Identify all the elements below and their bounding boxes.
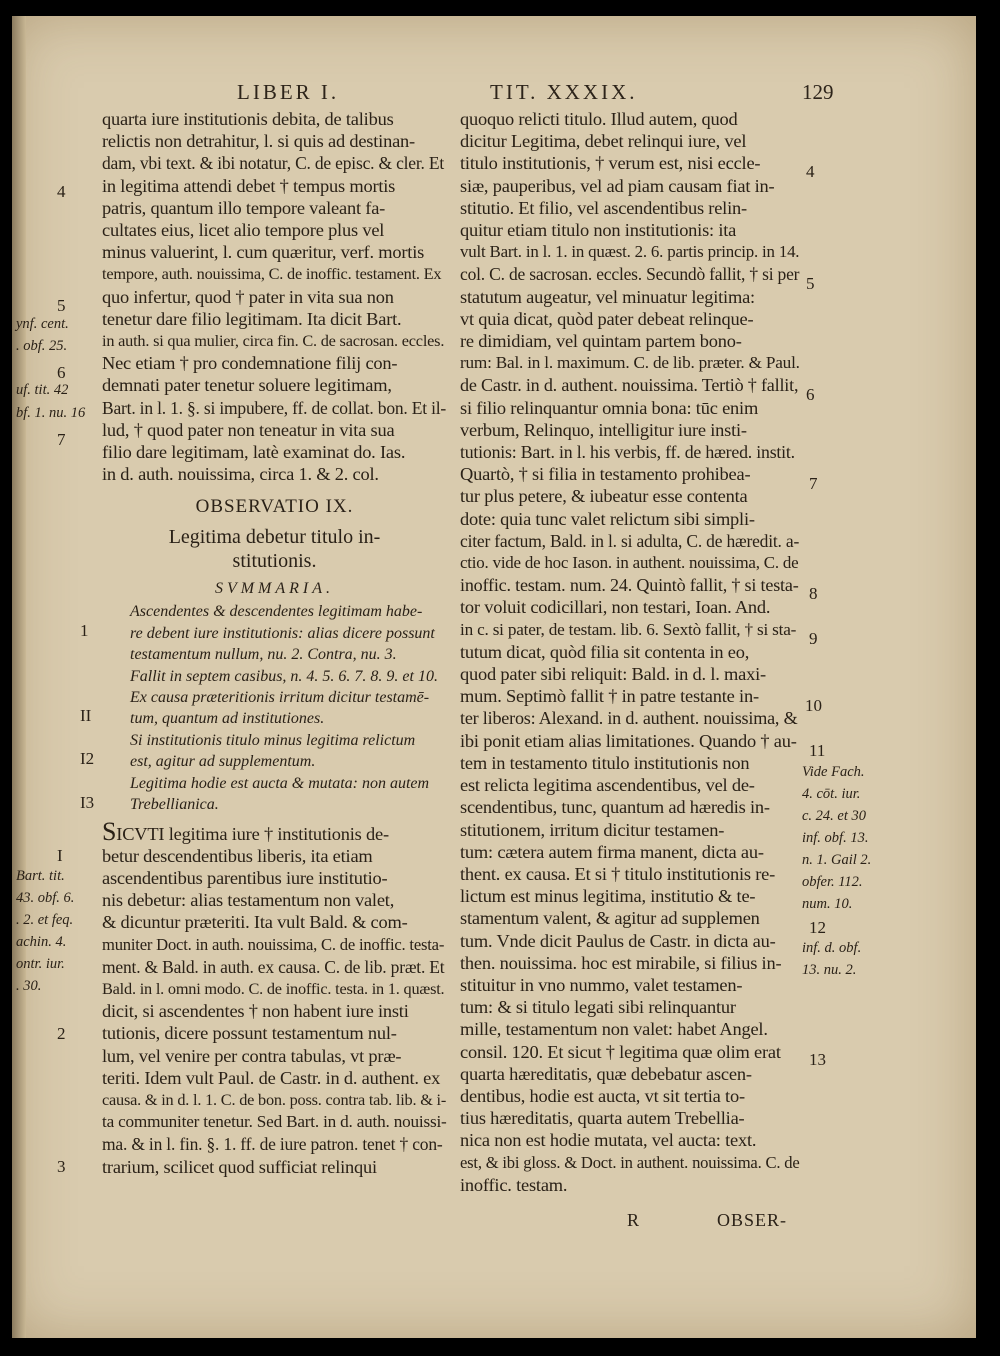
- body-line: betur descendentibus liberis, ita etiam: [102, 845, 373, 866]
- text-line: in legitima attendi debet † tempus mortis: [102, 175, 396, 196]
- margin-note: c. 24. et 30: [802, 808, 867, 824]
- text-line: vt quia dicat, quòd pater debeat relinque-: [460, 308, 754, 329]
- left-column: [102, 108, 447, 1178]
- summaria-heading: SVMMARIA.: [214, 580, 335, 598]
- summary-line: est, agitur ad supplementum.: [130, 753, 316, 771]
- margin-note: achin. 4.: [16, 934, 67, 950]
- text-line: quarta hæreditatis, quæ debebatur ascen-: [460, 1063, 752, 1084]
- text-line: citer factum, Bald. in l. si adulta, C. de hæredit. a-: [460, 530, 800, 551]
- body-line: dicit, si ascendentes † non habent iure insti: [102, 1001, 409, 1022]
- text-line: stituitur in vno nummo, valet testamen-: [460, 974, 743, 995]
- summary-number: 1: [80, 621, 89, 640]
- text-line: tem in testamento titulo institutionis non: [460, 752, 750, 773]
- margin-number: 11: [809, 741, 826, 760]
- binding-edge: [12, 16, 26, 1338]
- text-line: est, & ibi gloss. & Doct. in authent. nouissima. C. de: [460, 1152, 800, 1172]
- margin-note: inf. d. obf.: [802, 940, 862, 956]
- right-column-text: [460, 108, 800, 1196]
- body-line: ascendentibus parentibus iure institutio-: [102, 867, 388, 888]
- text-line: tutum dicat, quòd filia sit contenta in eo,: [460, 641, 750, 662]
- margin-note: . 2. et feq.: [16, 912, 74, 928]
- body-line: nis debetur: alias testamentum non valet,: [102, 890, 395, 911]
- body-line: ma. & in l. fin. §. 1. ff. de iure patron. tenet † con-: [102, 1134, 443, 1155]
- text-line: quo infertur, quod † pater in vita sua non: [102, 286, 394, 307]
- summary-number: II: [80, 706, 92, 725]
- text-line: quarta iure institutionis debita, de talibus: [102, 109, 394, 129]
- page-number: 129: [802, 80, 834, 104]
- text-line: re dimidiam, vel quintam partem bono-: [460, 331, 742, 352]
- text-line: stamentum valent, & agitur ad supplemen: [460, 908, 760, 929]
- left-column-text: [102, 108, 447, 485]
- text-line: vult Bart. in l. 1. in quæst. 2. 6. partis princip. in 14.: [460, 242, 800, 262]
- signature-mark: R: [627, 1210, 640, 1230]
- text-line: in d. auth. nouissima, circa 1. & 2. col.: [102, 464, 379, 485]
- margin-note: . 30.: [16, 978, 42, 994]
- text-line: thent. ex causa. Et si † titulo institutionis re-: [460, 863, 776, 884]
- text-line: Bart. in l. 1. §. si impubere, ff. de collat. bon. Et il-: [102, 397, 447, 418]
- text-line: tum: & si titulo legati sibi relinquantur: [460, 997, 736, 1018]
- text-line: titulo institutionis, † verum est, nisi eccle-: [460, 153, 761, 174]
- margin-number: 7: [57, 430, 66, 449]
- margin-number: 13: [809, 1050, 826, 1069]
- text-line: quitur etiam titulo non institutionis: ita: [460, 220, 737, 241]
- text-line: verbum, Relinquo, intelligitur iure insti-: [460, 419, 747, 440]
- margin-note: 13. nu. 2.: [802, 962, 857, 978]
- body-line: trarium, scilicet quod sufficiat relinqui: [102, 1156, 377, 1177]
- text-line: dicitur Legitima, debet relinqui iure, vel: [460, 131, 747, 152]
- text-line: ter liberos: Alexand. in d. authent. nouissima, &: [460, 708, 798, 729]
- margin-number: 4: [57, 182, 66, 201]
- catchword: OBSER-: [717, 1210, 788, 1230]
- text-line: rum: Bal. in l. maximum. C. de lib. præter. & Paul.: [460, 353, 800, 373]
- body-line: muniter Doct. in auth. nouissima, C. de inoffic. testa-: [102, 934, 445, 954]
- text-line: col. C. de sacrosan. eccles. Secundò fallit, † si per: [460, 264, 800, 285]
- text-line: in c. si pater, de testam. lib. 6. Sextò fallit, † si sta-: [460, 619, 797, 639]
- text-line: est relicta legitima ascendentibus, vel de-: [460, 775, 755, 796]
- margin-number: 5: [57, 296, 66, 315]
- margin-note: num. 10.: [802, 896, 853, 912]
- summary-line: Ascendentes & descendentes legitimam habe-: [130, 603, 423, 621]
- text-line: cultates eius, licet alio tempore plus vel: [102, 220, 385, 241]
- text-line: ibi ponit etiam alias limitationes. Quando † au-: [460, 730, 797, 751]
- running-head-center: TIT. XXXIX.: [490, 80, 638, 104]
- text-line: quoquo relicti titulo. Illud autem, quod: [460, 109, 738, 129]
- margin-number: 10: [805, 696, 822, 715]
- observatio-title: OBSERVATIO IX.: [195, 496, 354, 518]
- text-line: tius hæreditatis, quarta autem Trebellia-: [460, 1108, 745, 1129]
- text-line: lictum est minus legitima, institutio & te-: [460, 886, 756, 907]
- body-line: teriti. Idem vult Paul. de Castr. in d. authent. ex: [102, 1067, 441, 1088]
- text-line: tum: cætera autem firma manent, dicta au-: [460, 841, 764, 862]
- text-line: tenetur dare filio legitimam. Ita dicit Bart.: [102, 308, 402, 329]
- text-line: demnati pater tenetur soluere legitimam,: [102, 375, 392, 396]
- text-line: filio dare legitimam, latè examinat do. Ias.: [102, 442, 406, 463]
- summary-line: Ex causa præteritionis irritum dicitur testamē-: [130, 689, 430, 707]
- text-line: inoffic. testam. num. 24. Quintò fallit, † si testa-: [460, 575, 799, 596]
- summary-line: testamentum nullum, nu. 2. Contra, nu. 3.: [130, 646, 397, 664]
- summary-line: re debent iure institutionis: alias dicere possunt: [130, 624, 435, 642]
- summary-number: I3: [80, 793, 95, 812]
- margin-note: uf. tit. 42: [16, 382, 69, 398]
- summary-line: Trebellianica.: [130, 796, 219, 814]
- margin-note: obfer. 112.: [802, 874, 863, 890]
- text-line: dam, vbi text. & ibi notatur, C. de episc. & cler. Et: [102, 153, 445, 174]
- text-line: tor voluit codicillari, non testari, Ioan. And.: [460, 597, 771, 618]
- text-line: nica non est hodie mutata, vel aucta: text.: [460, 1130, 757, 1151]
- margin-note: Vide Fach.: [802, 764, 865, 780]
- text-line: lud, † quod pater non teneatur in vita sua: [102, 419, 395, 440]
- text-line: in auth. si qua mulier, circa fin. C. de sacrosan. eccles.: [102, 331, 445, 351]
- text-line: de Castr. in d. authent. nouissima. Tertiò † fallit,: [460, 375, 799, 396]
- margin-number: 3: [57, 1157, 66, 1176]
- body-line: ICVTI legitima iure † institutionis de-: [116, 823, 389, 844]
- running-head-left: LIBER I.: [237, 80, 340, 104]
- margin-number: 6: [57, 363, 66, 382]
- text-line: quod pater sibi reliquit: Bald. in d. l. maxi-: [460, 664, 766, 685]
- text-line: ctio. vide de hoc Iason. in authent. nouissima, C. de: [460, 553, 799, 573]
- text-line: stitutionem, irritum dicitur testamen-: [460, 819, 725, 840]
- text-line: dote: quia tunc valet relictum sibi simpli-: [460, 508, 755, 529]
- body-line: lum, vel venire per contra tabulas, vt præ-: [102, 1045, 402, 1066]
- right-column: [460, 108, 800, 1196]
- text-line: minus valuerint, l. cum quæritur, verf. mortis: [102, 242, 425, 263]
- text-line: relictis non detrahitur, l. si quis ad destinan-: [102, 131, 415, 152]
- summaria-list: [102, 601, 447, 815]
- text-line: mum. Septimò fallit † in patre testante in-: [460, 686, 759, 707]
- margin-note: ontr. iur.: [16, 956, 65, 972]
- text-line: then. nouissima. hoc est mirabile, si filius in-: [460, 952, 782, 973]
- margin-note: inf. obf. 13.: [802, 830, 869, 846]
- text-line: siæ, pauperibus, vel ad piam causam fiat in-: [460, 175, 775, 196]
- drop-cap: S: [102, 816, 117, 846]
- margin-note: n. 1. Gail 2.: [802, 852, 872, 868]
- text-line: tur plus petere, & iubeatur esse contenta: [460, 486, 748, 507]
- text-line: scendentibus, tunc, quantum ad hæredis in-: [460, 797, 770, 818]
- book-page: [12, 16, 976, 1338]
- margin-number: 6: [806, 385, 815, 404]
- body-line: ta communiter tenetur. Sed Bart. in d. auth. nouissi-: [102, 1112, 447, 1132]
- margin-note: ynf. cent.: [16, 316, 69, 332]
- margin-number: 12: [809, 918, 826, 937]
- margin-note: Bart. tit.: [16, 868, 65, 884]
- body-text: [102, 845, 447, 1178]
- text-line: mille, testamentum non valet: habet Angel.: [460, 1019, 768, 1040]
- summary-number: I2: [80, 749, 95, 768]
- body-line: Bald. in l. omni modo. C. de inoffic. testa. in 1. quæst.: [102, 978, 445, 998]
- summary-line: Legitima hodie est aucta & mutata: non autem: [130, 774, 430, 792]
- body-line: ment. & Bald. in auth. ex causa. C. de lib. præt. Et: [102, 956, 445, 977]
- body-line: tutionis, dicere possunt testamentum nul-: [102, 1023, 397, 1044]
- margin-number: 5: [806, 274, 815, 293]
- margin-note: bf. 1. nu. 16: [16, 405, 86, 421]
- text-line: patris, quantum illo tempore valeant fa-: [102, 197, 386, 218]
- body-line: & dicuntur præteriti. Ita vult Bald. & com-: [102, 912, 408, 933]
- margin-number: 4: [806, 162, 815, 181]
- margin-number: 8: [809, 584, 818, 603]
- margin-note: 43. obf. 6.: [16, 890, 75, 906]
- observatio-subtitle-line: stitutionis.: [232, 550, 317, 573]
- summary-line: tum, quantum ad institutiones.: [130, 710, 325, 728]
- text-line: tum. Vnde dicit Paulus de Castr. in dicta au-: [460, 930, 776, 951]
- body-line: causa. & in d. l. 1. C. de bon. poss. contra tab. lib. & i-: [102, 1089, 447, 1109]
- margin-number: 7: [809, 474, 818, 493]
- margin-number: I: [57, 846, 63, 865]
- margin-number: 9: [809, 629, 818, 648]
- margin-note: 4. cōt. iur.: [802, 786, 861, 802]
- margin-note: . obf. 25.: [16, 338, 68, 354]
- observatio-subtitle-line: Legitima debetur titulo in-: [168, 526, 381, 549]
- text-line: stitutio. Et filio, vel ascendentibus relin-: [460, 197, 747, 218]
- text-line: consil. 120. Et sicut † legitima quæ olim erat: [460, 1041, 781, 1062]
- text-line: dentibus, hodie est aucta, vt sit tertia to-: [460, 1085, 745, 1106]
- text-line: tempore, auth. nouissima, C. de inoffic. testament. Ex: [102, 264, 442, 284]
- text-line: statutum augeatur, vel minuatur legitima:: [460, 286, 755, 307]
- text-line: Quartò, † si filia in testamento prohibea-: [460, 464, 751, 485]
- text-line: Nec etiam † pro condemnatione filij con-: [102, 353, 398, 374]
- text-line: si filio relinquantur omnia bona: tūc enim: [460, 397, 759, 418]
- summary-line: Si institutionis titulo minus legitima relictum: [130, 731, 416, 749]
- text-line: tutionis: Bart. in l. his verbis, ff. de hæred. instit.: [460, 442, 795, 463]
- margin-number: 2: [57, 1024, 66, 1043]
- text-line: inoffic. testam.: [460, 1174, 568, 1195]
- summary-line: Fallit in septem casibus, n. 4. 5. 6. 7. 8. 9. et 10.: [130, 667, 438, 685]
